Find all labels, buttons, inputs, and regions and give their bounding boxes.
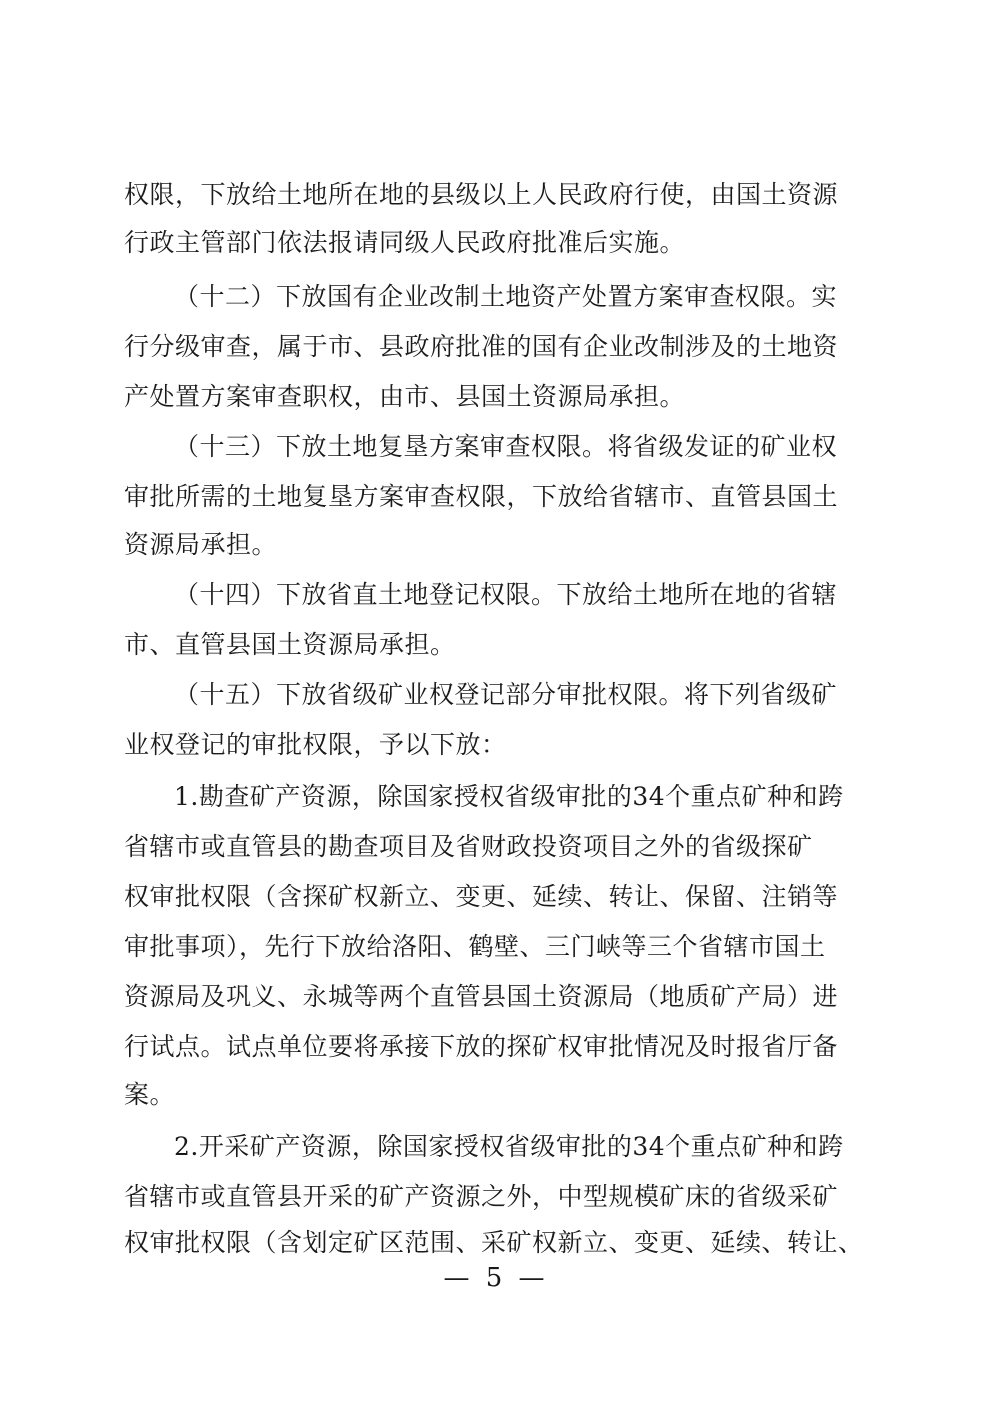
text-line: 1.勘查矿产资源，除国家授权省级审批的34个重点矿种和跨 <box>174 782 844 811</box>
text-line: （十三）下放土地复垦方案审查权限。将省级发证的矿业权 <box>174 432 838 461</box>
text-line: 权限，下放给土地所在地的县级以上人民政府行使，由国土资源 <box>124 180 839 209</box>
text-line: （十二）下放国有企业改制土地资产处置方案审查权限。实 <box>174 282 838 311</box>
text-line: 审批所需的土地复垦方案审查权限，下放给省辖市、直管县国土 <box>124 482 839 511</box>
text-line: 业权登记的审批权限，予以下放： <box>124 730 507 759</box>
text-line: 行试点。试点单位要将承接下放的探矿权审批情况及时报省厅备 <box>124 1032 839 1061</box>
text-line: 2.开采矿产资源，除国家授权省级审批的34个重点矿种和跨 <box>174 1132 844 1161</box>
text-line: 审批事项），先行下放给洛阳、鹤壁、三门峡等三个省辖市国土 <box>124 932 826 961</box>
text-line: 省辖市或直管县的勘查项目及省财政投资项目之外的省级探矿 <box>124 832 813 861</box>
text-line: 权审批权限（含探矿权新立、变更、延续、转让、保留、注销等 <box>124 882 839 911</box>
text-line: 资源局承担。 <box>124 530 278 559</box>
text-line: 行政主管部门依法报请同级人民政府批准后实施。 <box>124 228 686 257</box>
text-line: 资源局及巩义、永城等两个直管县国土资源局（地质矿产局）进 <box>124 982 839 1011</box>
text-line: 产处置方案审查职权，由市、县国土资源局承担。 <box>124 382 686 411</box>
text-line: 省辖市或直管县开采的矿产资源之外，中型规模矿床的省级采矿 <box>124 1182 839 1211</box>
page-number: — 5 — <box>443 1263 549 1293</box>
text-line: 行分级审查，属于市、县政府批准的国有企业改制涉及的土地资 <box>124 332 839 361</box>
text-line: （十四）下放省直土地登记权限。下放给土地所在地的省辖 <box>174 580 838 609</box>
text-line: （十五）下放省级矿业权登记部分审批权限。将下列省级矿 <box>174 680 838 709</box>
text-line: 案。 <box>124 1080 176 1109</box>
text-line: 权审批权限（含划定矿区范围、采矿权新立、变更、延续、转让、 <box>124 1228 864 1257</box>
text-line: 市、直管县国土资源局承担。 <box>124 630 456 659</box>
